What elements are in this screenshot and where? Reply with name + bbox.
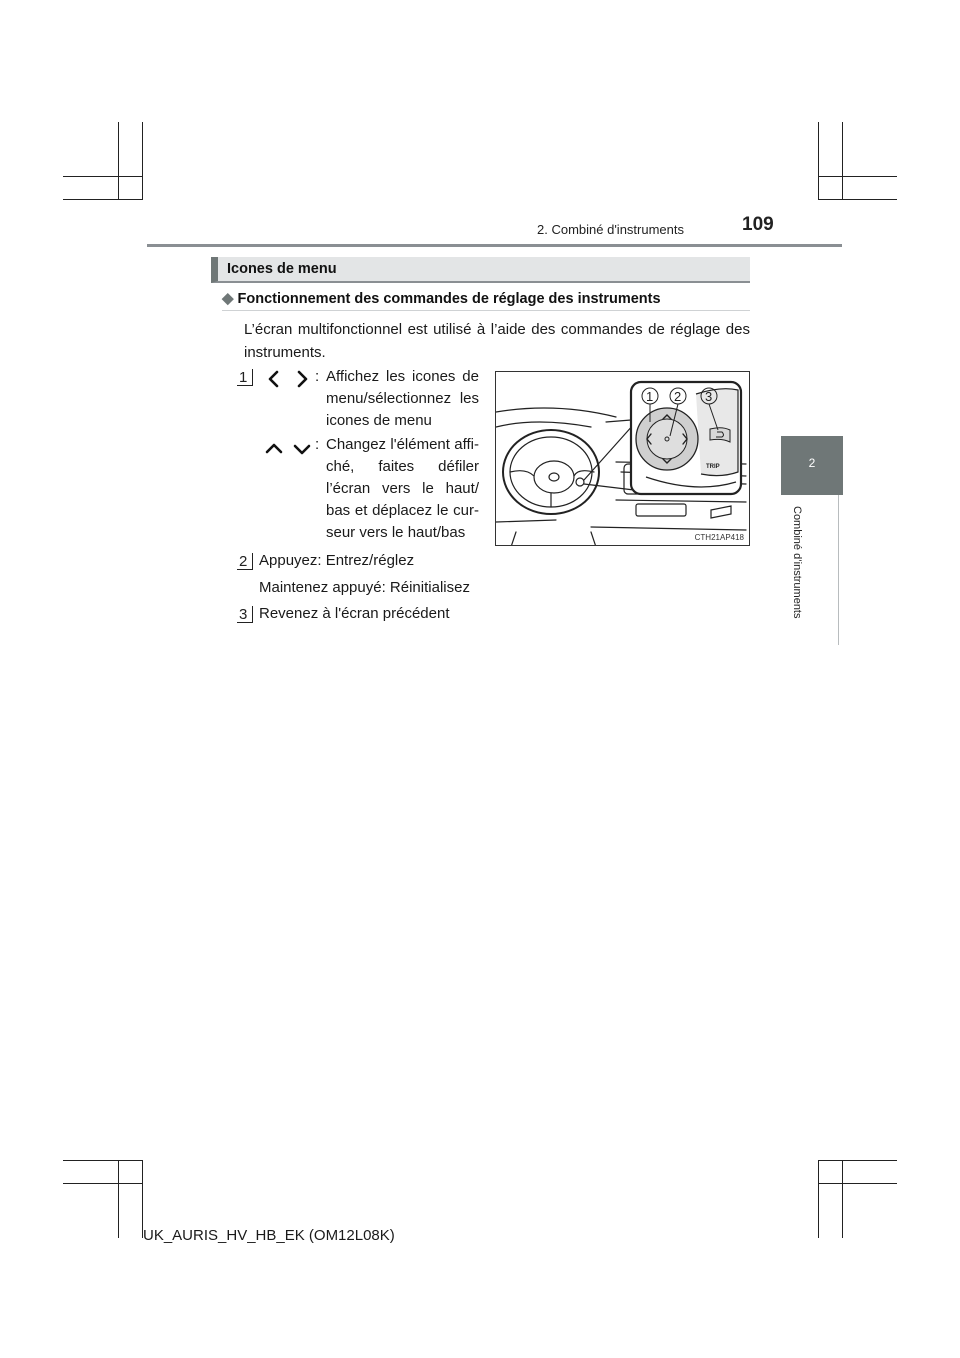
diamond-bullet-icon: ◆ xyxy=(222,290,234,307)
header-rule xyxy=(147,244,842,247)
chevron-right-icon xyxy=(294,369,310,389)
crop-mark xyxy=(142,122,143,200)
subheading-text: Fonctionnement des commandes de réglage des instruments xyxy=(237,291,661,307)
callout-3: 3 xyxy=(705,389,713,404)
chevron-left-icon xyxy=(266,369,282,389)
crop-mark xyxy=(842,1160,843,1238)
section-heading-bar xyxy=(211,257,750,283)
item-colon: : xyxy=(315,436,320,453)
left-right-icons xyxy=(266,369,310,389)
item-text: Revenez à l'écran précédent xyxy=(259,605,450,622)
section-title: Icones de menu xyxy=(227,261,337,277)
crop-mark xyxy=(63,176,142,177)
crop-mark xyxy=(63,199,142,200)
trip-button-label: TRIP xyxy=(706,464,720,470)
page-number: 109 xyxy=(742,214,774,235)
intro-paragraph: L’écran multifonctionnel est utilisé à l’aide des commandes de réglage des instruments. xyxy=(244,321,750,361)
up-down-icons xyxy=(264,441,312,457)
item-text: Appuyez: Entrez/réglez xyxy=(259,552,415,569)
crop-mark xyxy=(818,1160,897,1161)
chevron-up-icon xyxy=(264,441,284,457)
crop-mark xyxy=(818,176,897,177)
crop-mark xyxy=(818,122,819,200)
crop-mark xyxy=(818,1183,897,1184)
crop-mark xyxy=(118,122,119,200)
callout-1: 1 xyxy=(646,389,654,404)
crop-mark xyxy=(842,122,843,200)
item-number: 3 xyxy=(237,606,253,623)
crop-mark xyxy=(818,1160,819,1238)
item-text: Affichez les icones de menu/sélectionnez les icones de menu xyxy=(326,368,479,429)
chapter-tab-number: 2 xyxy=(808,456,816,470)
steering-switch-illustration xyxy=(495,371,750,546)
item-text: Maintenez appuyé: Réinitialisez xyxy=(259,579,470,596)
item-number: 1 xyxy=(237,369,253,386)
item-colon: : xyxy=(315,368,320,385)
chevron-down-icon xyxy=(292,441,312,457)
item-description xyxy=(315,366,480,432)
item-number: 2 xyxy=(237,553,253,570)
chapter-tab-label: Combiné d’instruments xyxy=(791,506,803,619)
dashboard-drawing xyxy=(496,372,750,546)
crop-mark xyxy=(818,199,897,200)
subheading-rule xyxy=(222,310,750,311)
callout-2: 2 xyxy=(674,389,682,404)
item-text: Changez l'élément affi- ché, faites défiler l’écran vers le haut/ bas et déplacez le cur- seur vers le haut/bas xyxy=(326,436,479,541)
footer-document-code: UK_AURIS_HV_HB_EK (OM12L08K) xyxy=(143,1227,395,1244)
header-title: 2. Combiné d'instruments xyxy=(537,222,684,237)
subheading xyxy=(222,289,661,307)
item-description xyxy=(315,434,480,544)
side-rule xyxy=(838,495,839,645)
crop-mark xyxy=(63,1160,142,1161)
crop-mark xyxy=(118,1160,119,1238)
crop-mark xyxy=(63,1183,142,1184)
figure-code: CTH21AP418 xyxy=(694,533,744,542)
chapter-tab xyxy=(781,436,843,495)
